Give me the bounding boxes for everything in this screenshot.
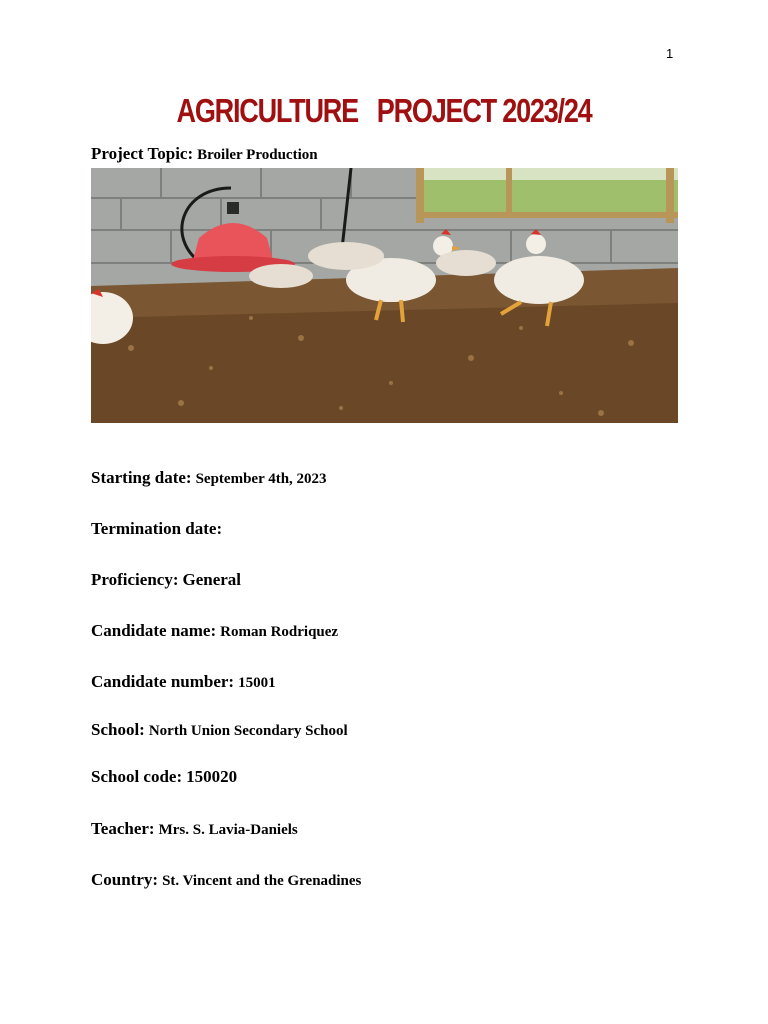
broiler-chickens-photo: [91, 168, 678, 423]
candidate-name-row: [91, 622, 338, 641]
school-row: [91, 721, 348, 740]
school-value: North Union Secondary School: [148, 723, 348, 739]
window-post: [506, 168, 512, 218]
proficiency-value: General: [182, 570, 242, 589]
candidate-number-label: Candidate number:: [91, 672, 235, 691]
candidate-name-value: Roman Rodriquez: [220, 624, 339, 640]
country-value: St. Vincent and the Grenadines: [162, 873, 362, 889]
photo-illustration: [91, 168, 678, 423]
project-topic-value: Broiler Production: [197, 147, 318, 163]
school-label: School:: [91, 720, 145, 739]
candidate-name-label: Candidate name:: [91, 621, 217, 640]
school-code-row: [91, 768, 237, 787]
project-topic-row: [91, 145, 318, 164]
teacher-label: Teacher:: [91, 819, 155, 838]
termination-date-label: Termination date:: [91, 519, 223, 538]
starting-date-label: Starting date:: [91, 468, 192, 487]
country-row: [91, 871, 361, 890]
school-code-value: 150020: [186, 767, 238, 786]
page-title: AGRICULTURE PROJECT 2023/24: [176, 92, 592, 129]
candidate-number-value: 15001: [238, 675, 276, 691]
window-sky: [421, 168, 678, 180]
project-topic-label: Project Topic:: [91, 144, 194, 163]
proficiency-label: Proficiency:: [91, 570, 179, 589]
school-code-label: School code:: [91, 767, 183, 786]
termination-date-row: [91, 520, 222, 539]
window-sill: [421, 212, 678, 218]
candidate-number-row: [91, 673, 276, 692]
starting-date-value: September 4th, 2023: [195, 471, 327, 487]
teacher-value: Mrs. S. Lavia-Daniels: [158, 822, 298, 838]
page-number: 1: [666, 46, 674, 61]
country-label: Country:: [91, 870, 159, 889]
feeder-valve: [227, 202, 239, 214]
starting-date-row: [91, 469, 327, 488]
proficiency-row: [91, 571, 241, 590]
teacher-row: [91, 820, 298, 839]
